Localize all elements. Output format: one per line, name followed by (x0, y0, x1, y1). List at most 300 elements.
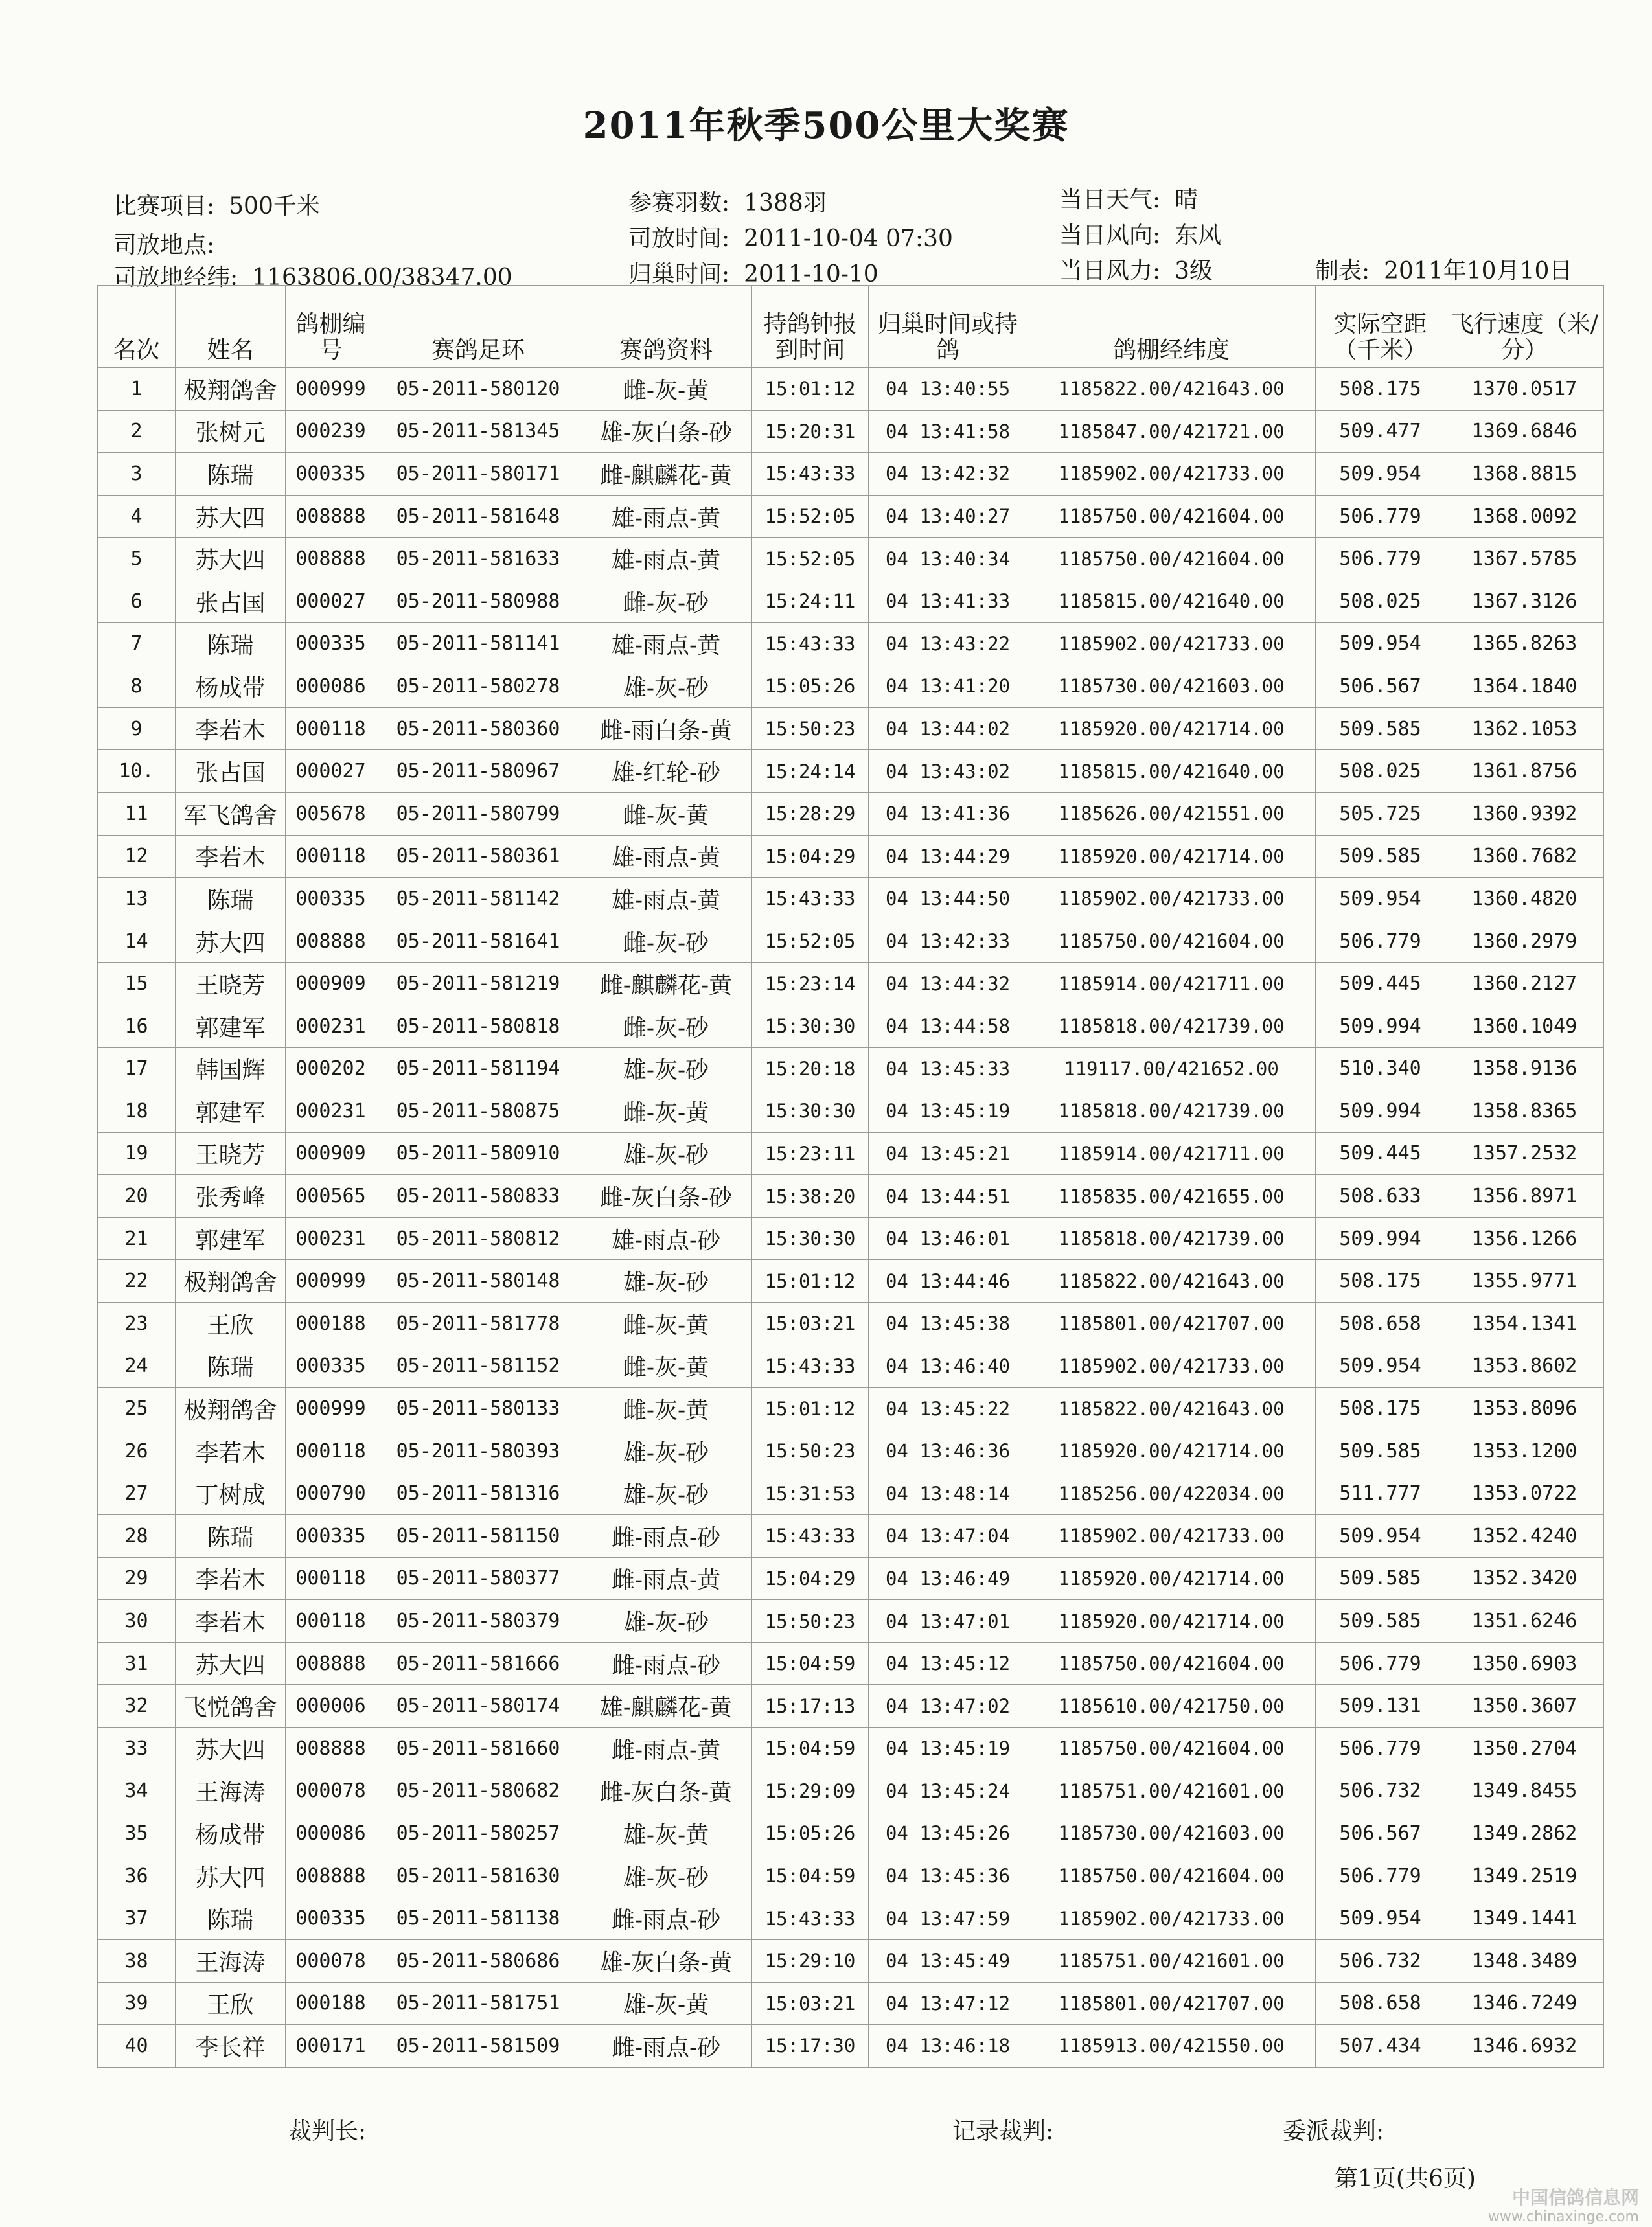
cell-coord: 1185822.00/421643.00 (1027, 1388, 1316, 1430)
watermark-text: 中国信鸽信息网 (1511, 2187, 1639, 2208)
cell-name: 飞悦鸽舍 (176, 1685, 286, 1728)
cell-ring: 05-2011-581138 (376, 1897, 580, 1940)
cell-distance: 509.585 (1316, 1557, 1445, 1600)
cell-coord: 119117.00/421652.00 (1027, 1047, 1316, 1090)
cell-loft-id: 000171 (286, 2025, 376, 2068)
cell-coord: 1185818.00/421739.00 (1027, 1005, 1316, 1047)
cell-coord: 1185818.00/421739.00 (1027, 1217, 1316, 1260)
cell-pigeon-info: 雌-灰-砂 (580, 580, 752, 622)
cell-coord: 1185920.00/421714.00 (1027, 707, 1316, 750)
cell-loft-id: 000335 (286, 622, 376, 665)
cell-clock-time: 15:29:10 (752, 1939, 869, 1982)
cell-loft-id: 000565 (286, 1175, 376, 1218)
cell-ring: 05-2011-581152 (376, 1345, 580, 1388)
cell-rank: 30 (98, 1600, 176, 1643)
cell-clock-time: 15:23:11 (752, 1132, 869, 1175)
cell-pigeon-info: 雌-灰-黄 (580, 1303, 752, 1345)
cell-coord: 1185610.00/421750.00 (1027, 1685, 1316, 1728)
table-row (98, 920, 1604, 963)
cell-loft-id: 000118 (286, 1600, 376, 1643)
cell-clock-time: 15:43:33 (752, 453, 869, 496)
header-loft-id: 鸽棚编号 (286, 286, 376, 368)
cell-ring: 05-2011-580257 (376, 1812, 580, 1855)
cell-name: 李若木 (176, 1557, 286, 1600)
cell-distance: 506.779 (1316, 920, 1445, 963)
cell-return-time: 04 13:44:02 (869, 707, 1027, 750)
cell-name: 苏大四 (176, 538, 286, 580)
table-row (98, 1600, 1604, 1643)
cell-ring: 05-2011-581219 (376, 963, 580, 1005)
page-title: 2011年秋季500公里大奖赛 (582, 104, 1070, 147)
cell-rank: 14 (98, 920, 176, 963)
cell-speed: 1360.9392 (1445, 792, 1604, 835)
cell-rank: 35 (98, 1812, 176, 1855)
cell-coord: 1185750.00/421604.00 (1027, 920, 1316, 963)
cell-return-time: 04 13:43:22 (869, 622, 1027, 665)
cell-loft-id: 008888 (286, 495, 376, 538)
cell-ring: 05-2011-580967 (376, 750, 580, 793)
table-row (98, 792, 1604, 835)
header-pigeon-info: 赛鸽资料 (580, 286, 752, 368)
cell-clock-time: 15:43:33 (752, 1897, 869, 1940)
cell-ring: 05-2011-580361 (376, 835, 580, 878)
cell-coord: 1185815.00/421640.00 (1027, 750, 1316, 793)
cell-coord: 1185914.00/421711.00 (1027, 1132, 1316, 1175)
cell-clock-time: 15:01:12 (752, 368, 869, 411)
cell-ring: 05-2011-580833 (376, 1175, 580, 1218)
cell-pigeon-info: 雌-雨白条-黄 (580, 707, 752, 750)
cell-pigeon-info: 雄-灰-砂 (580, 1132, 752, 1175)
cell-loft-id: 000006 (286, 1685, 376, 1728)
cell-name: 王晓芳 (176, 1132, 286, 1175)
cell-loft-id: 000118 (286, 1557, 376, 1600)
cell-pigeon-info: 雄-灰-砂 (580, 1260, 752, 1303)
cell-rank: 39 (98, 1982, 176, 2025)
cell-return-time: 04 13:42:33 (869, 920, 1027, 963)
cell-ring: 05-2011-581641 (376, 920, 580, 963)
release-time-value: 2011-10-04 07:30 (744, 225, 953, 252)
table-row (98, 878, 1604, 920)
cell-rank: 5 (98, 538, 176, 580)
table-row (98, 1939, 1604, 1982)
header-ring: 赛鸽足环 (376, 286, 580, 368)
cell-coord: 1185750.00/421604.00 (1027, 495, 1316, 538)
event-value: 500千米 (229, 193, 320, 220)
cell-speed: 1353.8096 (1445, 1388, 1604, 1430)
cell-name: 极翔鸽舍 (176, 368, 286, 411)
cell-pigeon-info: 雌-雨点-砂 (580, 2025, 752, 2068)
cell-clock-time: 15:30:30 (752, 1005, 869, 1047)
cell-ring: 05-2011-580910 (376, 1132, 580, 1175)
cell-clock-time: 15:30:30 (752, 1090, 869, 1133)
weather-meta (1059, 181, 1198, 214)
cell-loft-id: 008888 (286, 538, 376, 580)
cell-name: 陈瑞 (176, 622, 286, 665)
cell-distance: 506.779 (1316, 1642, 1445, 1685)
cell-distance: 505.725 (1316, 792, 1445, 835)
cell-loft-id: 000790 (286, 1472, 376, 1515)
cell-speed: 1369.6846 (1445, 410, 1604, 453)
cell-speed: 1353.8602 (1445, 1345, 1604, 1388)
cell-ring: 05-2011-580875 (376, 1090, 580, 1133)
cell-return-time: 04 13:48:14 (869, 1472, 1027, 1515)
cell-return-time: 04 13:45:26 (869, 1812, 1027, 1855)
cell-clock-time: 15:04:29 (752, 835, 869, 878)
cell-ring: 05-2011-581142 (376, 878, 580, 920)
table-row (98, 665, 1604, 708)
table-row (98, 1728, 1604, 1770)
cell-coord: 1185920.00/421714.00 (1027, 835, 1316, 878)
cell-name: 杨成带 (176, 1812, 286, 1855)
release-time-meta (628, 220, 953, 253)
cell-loft-id: 000231 (286, 1090, 376, 1133)
cell-return-time: 04 13:46:36 (869, 1430, 1027, 1472)
cell-coord: 1185750.00/421604.00 (1027, 1855, 1316, 1897)
cell-rank: 7 (98, 622, 176, 665)
cell-coord: 1185750.00/421604.00 (1027, 1728, 1316, 1770)
cell-pigeon-info: 雌-灰-黄 (580, 1388, 752, 1430)
cell-speed: 1362.1053 (1445, 707, 1604, 750)
cell-distance: 509.954 (1316, 453, 1445, 496)
cell-return-time: 04 13:45:33 (869, 1047, 1027, 1090)
cell-return-time: 04 13:40:55 (869, 368, 1027, 411)
cell-coord: 1185750.00/421604.00 (1027, 538, 1316, 580)
cell-return-time: 04 13:45:38 (869, 1303, 1027, 1345)
cell-speed: 1356.8971 (1445, 1175, 1604, 1218)
cell-coord: 1185902.00/421733.00 (1027, 1897, 1316, 1940)
cell-speed: 1365.8263 (1445, 622, 1604, 665)
cell-pigeon-info: 雌-灰-砂 (580, 920, 752, 963)
cell-pigeon-info: 雄-雨点-黄 (580, 538, 752, 580)
cell-distance: 508.633 (1316, 1175, 1445, 1218)
cell-return-time: 04 13:44:29 (869, 835, 1027, 878)
cell-loft-id: 000239 (286, 410, 376, 453)
table-row (98, 1812, 1604, 1855)
cell-coord: 1185815.00/421640.00 (1027, 580, 1316, 622)
cell-coord: 1185801.00/421707.00 (1027, 1982, 1316, 2025)
event-meta (113, 188, 320, 221)
table-row (98, 2025, 1604, 2068)
cell-coord: 1185902.00/421733.00 (1027, 1345, 1316, 1388)
cell-pigeon-info: 雄-灰-黄 (580, 1812, 752, 1855)
cell-loft-id: 000909 (286, 1132, 376, 1175)
cell-pigeon-info: 雄-灰-砂 (580, 1600, 752, 1643)
cell-rank: 27 (98, 1472, 176, 1515)
cell-name: 张占国 (176, 750, 286, 793)
table-row (98, 1303, 1604, 1345)
cell-return-time: 04 13:47:01 (869, 1600, 1027, 1643)
cell-loft-id: 000999 (286, 1388, 376, 1430)
cell-speed: 1346.6932 (1445, 2025, 1604, 2068)
cell-speed: 1349.1441 (1445, 1897, 1604, 1940)
cell-coord: 1185818.00/421739.00 (1027, 1090, 1316, 1133)
cell-return-time: 04 13:47:59 (869, 1897, 1027, 1940)
cell-return-time: 04 13:45:12 (869, 1642, 1027, 1685)
cell-loft-id: 005678 (286, 792, 376, 835)
cell-ring: 05-2011-580120 (376, 368, 580, 411)
cell-loft-id: 000188 (286, 1303, 376, 1345)
cell-rank: 37 (98, 1897, 176, 1940)
table-header-row (98, 286, 1604, 368)
table-row (98, 580, 1604, 622)
cell-clock-time: 15:52:05 (752, 538, 869, 580)
record-judge-label: 记录裁判: (952, 2118, 1054, 2145)
cell-pigeon-info: 雌-雨点-砂 (580, 1515, 752, 1558)
cell-ring: 05-2011-580278 (376, 665, 580, 708)
cell-ring: 05-2011-580133 (376, 1388, 580, 1430)
cell-rank: 24 (98, 1345, 176, 1388)
cell-clock-time: 15:04:29 (752, 1557, 869, 1600)
release-coord-value: 1163806.00/38347.00 (252, 264, 512, 291)
cell-name: 苏大四 (176, 1728, 286, 1770)
cell-loft-id: 000086 (286, 665, 376, 708)
cell-speed: 1350.3607 (1445, 1685, 1604, 1728)
table-row (98, 538, 1604, 580)
cell-coord: 1185913.00/421550.00 (1027, 2025, 1316, 2068)
cell-name: 张占国 (176, 580, 286, 622)
cell-pigeon-info: 雌-麒麟花-黄 (580, 963, 752, 1005)
cell-loft-id: 000188 (286, 1982, 376, 2025)
cell-rank: 8 (98, 665, 176, 708)
cell-name: 王海涛 (176, 1770, 286, 1812)
cell-rank: 3 (98, 453, 176, 496)
cell-name: 王晓芳 (176, 963, 286, 1005)
cell-clock-time: 15:04:59 (752, 1855, 869, 1897)
return-time-meta (628, 256, 878, 289)
cell-pigeon-info: 雌-灰白条-黄 (580, 1770, 752, 1812)
cell-loft-id: 000335 (286, 1897, 376, 1940)
cell-name: 陈瑞 (176, 878, 286, 920)
watermark-url: www.chinaxinge.com (1487, 2209, 1639, 2225)
cell-clock-time: 15:29:09 (752, 1770, 869, 1812)
cell-rank: 20 (98, 1175, 176, 1218)
cell-return-time: 04 13:47:02 (869, 1685, 1027, 1728)
cell-loft-id: 000027 (286, 580, 376, 622)
cell-distance: 509.994 (1316, 1005, 1445, 1047)
cell-coord: 1185835.00/421655.00 (1027, 1175, 1316, 1218)
cell-coord: 1185902.00/421733.00 (1027, 1515, 1316, 1558)
cell-speed: 1348.3489 (1445, 1939, 1604, 1982)
cell-coord: 1185751.00/421601.00 (1027, 1770, 1316, 1812)
cell-return-time: 04 13:44:46 (869, 1260, 1027, 1303)
cell-loft-id: 000999 (286, 368, 376, 411)
table-row (98, 1642, 1604, 1685)
made-label: 制表: (1315, 258, 1370, 284)
cell-distance: 509.994 (1316, 1090, 1445, 1133)
cell-rank: 4 (98, 495, 176, 538)
table-row (98, 1345, 1604, 1388)
cell-rank: 28 (98, 1515, 176, 1558)
results-table (97, 285, 1604, 2068)
cell-ring: 05-2011-581141 (376, 622, 580, 665)
cell-loft-id: 000027 (286, 750, 376, 793)
cell-return-time: 04 13:41:58 (869, 410, 1027, 453)
cell-speed: 1368.0092 (1445, 495, 1604, 538)
cell-loft-id: 000335 (286, 1345, 376, 1388)
cell-distance: 511.777 (1316, 1472, 1445, 1515)
cell-clock-time: 15:24:14 (752, 750, 869, 793)
cell-clock-time: 15:38:20 (752, 1175, 869, 1218)
cell-name: 极翔鸽舍 (176, 1388, 286, 1430)
cell-loft-id: 000335 (286, 1515, 376, 1558)
table-row (98, 495, 1604, 538)
table-row (98, 1855, 1604, 1897)
cell-distance: 509.585 (1316, 835, 1445, 878)
cell-name: 王海涛 (176, 1939, 286, 1982)
cell-clock-time: 15:04:59 (752, 1728, 869, 1770)
table-row (98, 1090, 1604, 1133)
cell-distance: 506.779 (1316, 1728, 1445, 1770)
cell-pigeon-info: 雌-雨点-砂 (580, 1897, 752, 1940)
release-place-label: 司放地点: (113, 232, 215, 258)
table-row (98, 1472, 1604, 1515)
cell-name: 李若木 (176, 1600, 286, 1643)
cell-clock-time: 15:50:23 (752, 1600, 869, 1643)
cell-clock-time: 15:30:30 (752, 1217, 869, 1260)
cell-pigeon-info: 雌-灰-砂 (580, 1005, 752, 1047)
cell-name: 苏大四 (176, 1642, 286, 1685)
cell-speed: 1352.3420 (1445, 1557, 1604, 1600)
cell-loft-id: 000118 (286, 1430, 376, 1472)
cell-distance: 507.434 (1316, 2025, 1445, 2068)
wind-force-value: 3级 (1175, 258, 1213, 284)
header-rank: 名次 (98, 286, 176, 368)
cell-ring: 05-2011-580812 (376, 1217, 580, 1260)
cell-coord: 1185920.00/421714.00 (1027, 1557, 1316, 1600)
cell-ring: 05-2011-580360 (376, 707, 580, 750)
cell-pigeon-info: 雌-灰-黄 (580, 368, 752, 411)
cell-pigeon-info: 雄-灰白条-砂 (580, 410, 752, 453)
cell-ring: 05-2011-581316 (376, 1472, 580, 1515)
cell-coord: 1185920.00/421714.00 (1027, 1430, 1316, 1472)
cell-distance: 508.658 (1316, 1982, 1445, 2025)
cell-rank: 9 (98, 707, 176, 750)
table-row (98, 835, 1604, 878)
cell-clock-time: 15:23:14 (752, 963, 869, 1005)
cell-clock-time: 15:28:29 (752, 792, 869, 835)
cell-return-time: 04 13:46:01 (869, 1217, 1027, 1260)
cell-ring: 05-2011-580682 (376, 1770, 580, 1812)
table-row (98, 1430, 1604, 1472)
cell-clock-time: 15:43:33 (752, 1345, 869, 1388)
cell-ring: 05-2011-581633 (376, 538, 580, 580)
cell-ring: 05-2011-580377 (376, 1557, 580, 1600)
page-number: 第1页(共6页) (1335, 2165, 1476, 2192)
cell-name: 李若木 (176, 1430, 286, 1472)
cell-name: 军飞鸽舍 (176, 792, 286, 835)
cell-name: 张树元 (176, 410, 286, 453)
table-row (98, 707, 1604, 750)
cell-distance: 510.340 (1316, 1047, 1445, 1090)
cell-ring: 05-2011-580818 (376, 1005, 580, 1047)
cell-coord: 1185801.00/421707.00 (1027, 1303, 1316, 1345)
cell-clock-time: 15:20:18 (752, 1047, 869, 1090)
cell-ring: 05-2011-580174 (376, 1685, 580, 1728)
table-row (98, 453, 1604, 496)
cell-coord: 1185256.00/422034.00 (1027, 1472, 1316, 1515)
cell-distance: 509.445 (1316, 963, 1445, 1005)
cell-clock-time: 15:01:12 (752, 1260, 869, 1303)
cell-pigeon-info: 雄-灰-黄 (580, 1982, 752, 2025)
table-row (98, 410, 1604, 453)
cell-speed: 1350.2704 (1445, 1728, 1604, 1770)
cell-pigeon-info: 雌-灰-黄 (580, 1090, 752, 1133)
cell-clock-time: 15:01:12 (752, 1388, 869, 1430)
cell-loft-id: 000078 (286, 1939, 376, 1982)
cell-return-time: 04 13:46:18 (869, 2025, 1027, 2068)
cell-coord: 1185750.00/421604.00 (1027, 1642, 1316, 1685)
cell-rank: 23 (98, 1303, 176, 1345)
cell-return-time: 04 13:40:34 (869, 538, 1027, 580)
cell-return-time: 04 13:41:20 (869, 665, 1027, 708)
cell-ring: 05-2011-581150 (376, 1515, 580, 1558)
cell-ring: 05-2011-581778 (376, 1303, 580, 1345)
cell-name: 王欣 (176, 1303, 286, 1345)
cell-clock-time: 15:05:26 (752, 665, 869, 708)
cell-ring: 05-2011-580686 (376, 1939, 580, 1982)
cell-clock-time: 15:52:05 (752, 920, 869, 963)
cell-rank: 22 (98, 1260, 176, 1303)
cell-loft-id: 000086 (286, 1812, 376, 1855)
cell-rank: 12 (98, 835, 176, 878)
cell-rank: 10. (98, 750, 176, 793)
cell-return-time: 04 13:42:32 (869, 453, 1027, 496)
header-distance: 实际空距（千米） (1316, 286, 1445, 368)
cell-name: 陈瑞 (176, 453, 286, 496)
table-row (98, 1982, 1604, 2025)
table-row (98, 1685, 1604, 1728)
cell-pigeon-info: 雌-雨点-黄 (580, 1557, 752, 1600)
table-row (98, 1175, 1604, 1218)
cell-rank: 29 (98, 1557, 176, 1600)
cell-pigeon-info: 雄-灰-砂 (580, 665, 752, 708)
cell-speed: 1349.8455 (1445, 1770, 1604, 1812)
table-row (98, 1217, 1604, 1260)
cell-distance: 508.175 (1316, 1388, 1445, 1430)
cell-speed: 1352.4240 (1445, 1515, 1604, 1558)
cell-rank: 26 (98, 1430, 176, 1472)
cell-pigeon-info: 雄-雨点-黄 (580, 878, 752, 920)
cell-return-time: 04 13:46:49 (869, 1557, 1027, 1600)
cell-name: 韩国辉 (176, 1047, 286, 1090)
cell-speed: 1370.0517 (1445, 368, 1604, 411)
cell-speed: 1356.1266 (1445, 1217, 1604, 1260)
table-row (98, 1770, 1604, 1812)
cell-distance: 509.954 (1316, 1345, 1445, 1388)
cell-distance: 508.658 (1316, 1303, 1445, 1345)
cell-clock-time: 15:43:33 (752, 1515, 869, 1558)
cell-clock-time: 15:31:53 (752, 1472, 869, 1515)
cell-coord: 1185822.00/421643.00 (1027, 368, 1316, 411)
cell-name: 郭建军 (176, 1217, 286, 1260)
cell-return-time: 04 13:46:40 (869, 1345, 1027, 1388)
header-return-time: 归巢时间或持鸽 (869, 286, 1027, 368)
cell-rank: 31 (98, 1642, 176, 1685)
table-row (98, 1557, 1604, 1600)
cell-ring: 05-2011-581509 (376, 2025, 580, 2068)
cell-return-time: 04 13:47:12 (869, 1982, 1027, 2025)
table-row (98, 622, 1604, 665)
cell-rank: 40 (98, 2025, 176, 2068)
cell-rank: 13 (98, 878, 176, 920)
cell-coord: 1185626.00/421551.00 (1027, 792, 1316, 835)
cell-return-time: 04 13:45:22 (869, 1388, 1027, 1430)
cell-name: 杨成带 (176, 665, 286, 708)
cell-ring: 05-2011-580171 (376, 453, 580, 496)
cell-coord: 1185902.00/421733.00 (1027, 878, 1316, 920)
table-row (98, 1005, 1604, 1047)
cell-rank: 36 (98, 1855, 176, 1897)
